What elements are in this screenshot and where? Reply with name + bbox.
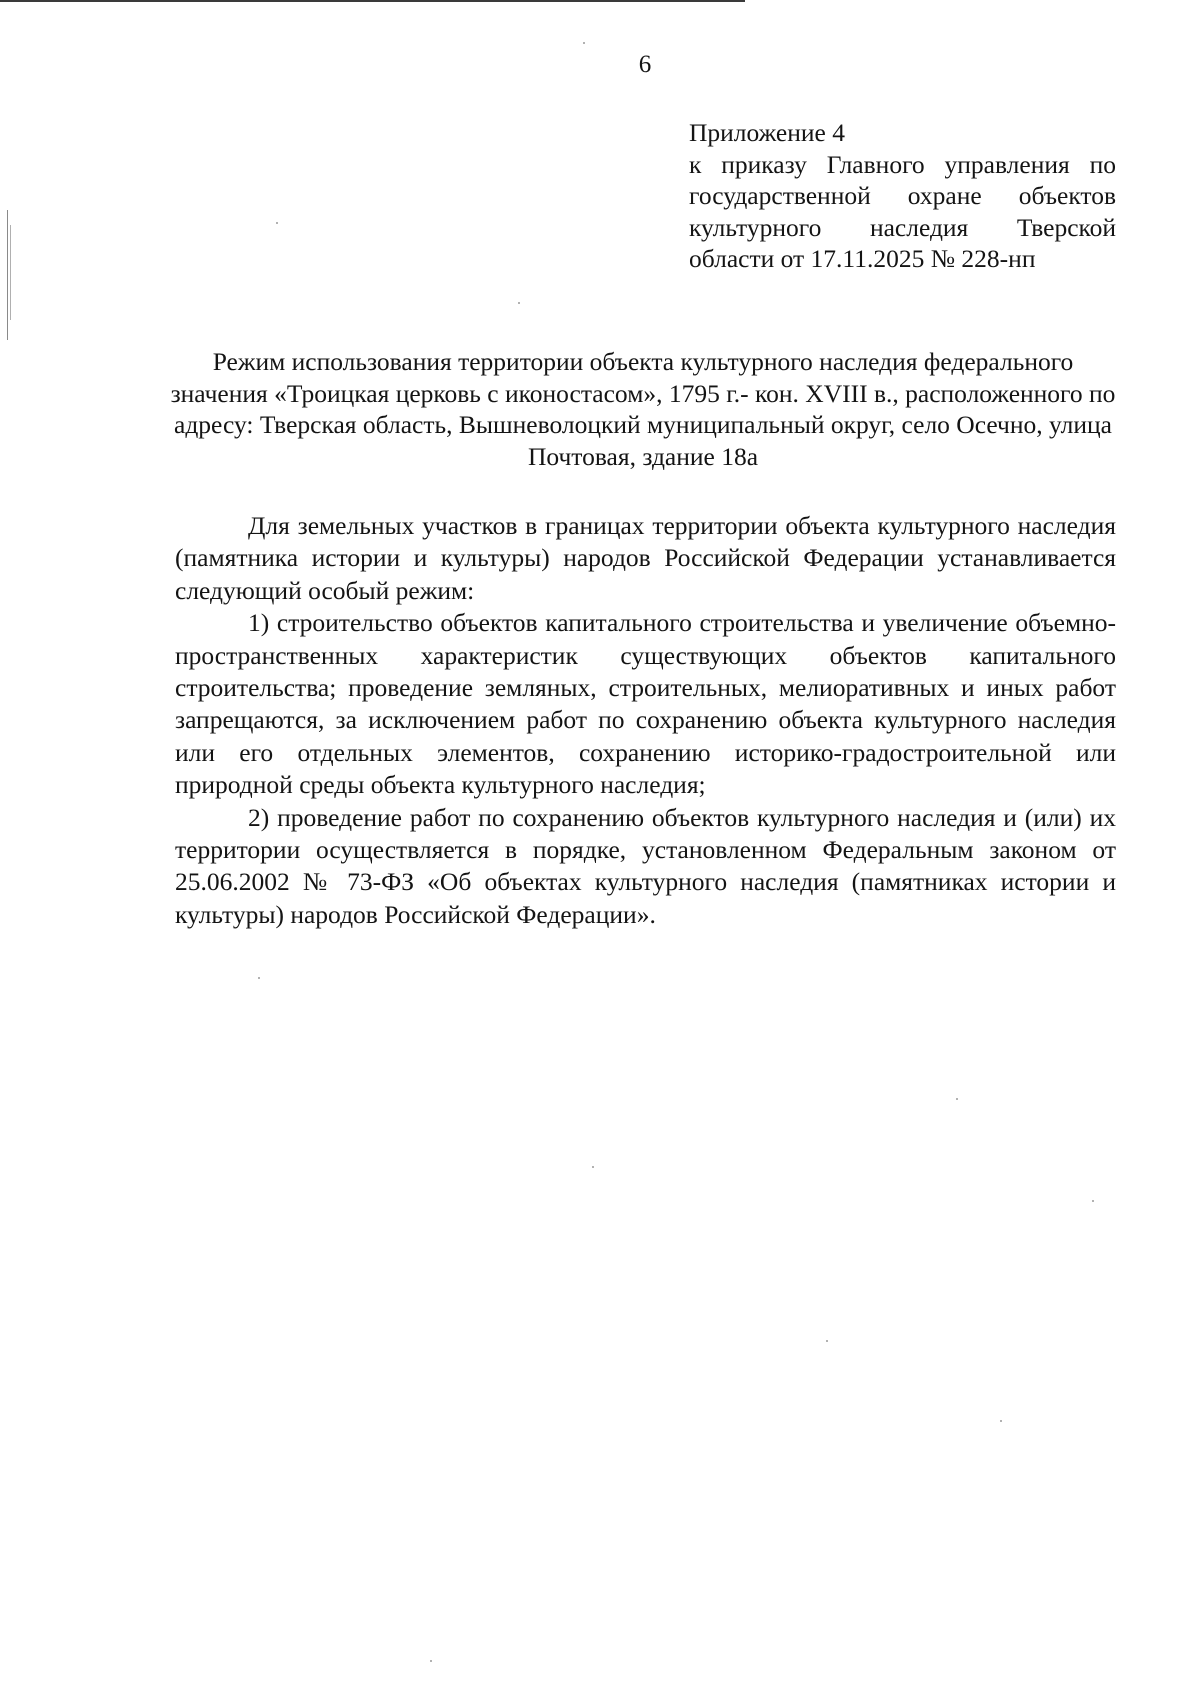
document-heading: Режим использования территории объекта культурного наследия федерального значения «Троицкая церковь с иконостасом», 1795 г.- кон. XVIII в., расположенного по адресу: Тверская область, Вышневолоцкий муниципальный округ, село Осечно, улица Почтовая, здание 18а: [170, 347, 1116, 471]
scan-speck: [956, 1098, 958, 1100]
scan-speck: [276, 222, 278, 224]
scan-edge-top: [0, 0, 745, 2]
appendix-block: [689, 117, 1116, 275]
scan-edge-left-inner: [10, 225, 11, 320]
scan-speck: [1000, 1420, 1002, 1422]
scan-speck: [592, 1166, 594, 1168]
scan-speck: [518, 302, 520, 304]
scan-edge-left: [7, 210, 8, 340]
scan-speck: [258, 977, 260, 979]
scan-speck: [430, 1660, 432, 1662]
scan-speck: [826, 1340, 828, 1342]
list-item: 2) проведение работ по сохранению объектов культурного наследия и (или) их территории осуществляется в порядке, установленном Федеральным законом от 25.06.2002 № 73-ФЗ «Об объектах культурного наследия (памятниках истории и культуры) народов Российской Федерации».: [175, 802, 1116, 929]
document-body: [175, 510, 1116, 931]
appendix-reference: к приказу Главного управления по государственной охране объектов культурного наследия Тверской области от 17.11.2025 № 228-нп: [689, 149, 1116, 273]
scan-speck: [583, 42, 585, 44]
appendix-title: Приложение 4: [689, 118, 845, 147]
list-item: 1) строительство объектов капитального строительства и увеличение объемно-пространственных характеристик существующих объектов капитального строительства; проведение земляных, строительных, мелиоративных и иных работ запрещаются, за исключением работ по сохранению объекта культурного наследия или его отдельных элементов, сохранению историко-градостроительной или природной среды объекта культурного наследия;: [175, 608, 1116, 800]
page-number: 6: [638, 51, 652, 78]
scan-speck: [1092, 1200, 1094, 1202]
intro-paragraph: Для земельных участков в границах территории объекта культурного наследия (памятника истории и культуры) народов Российской Федерации устанавливается следующий особый режим:: [175, 511, 1116, 605]
